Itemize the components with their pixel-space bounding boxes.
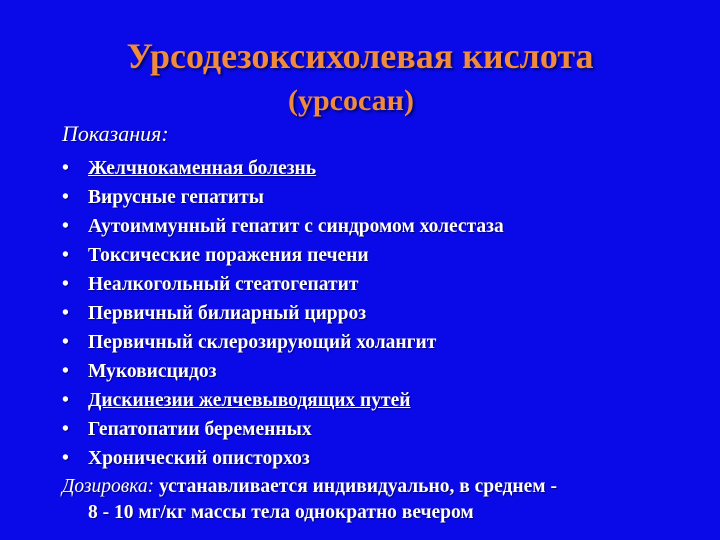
bullet-icon: • (62, 448, 69, 469)
list-item (62, 328, 702, 357)
bullet-icon: • (62, 216, 69, 237)
slide-title: Урсодезоксихолевая кислота (126, 36, 594, 76)
list-item-text: Желчнокаменная болезнь (88, 158, 317, 179)
list-item (62, 357, 702, 386)
slide-subtitle: (урсосан) (288, 84, 414, 117)
list-item (62, 183, 702, 212)
bullet-icon: • (62, 274, 69, 295)
bullet-icon: • (62, 390, 69, 411)
list-item (62, 212, 702, 241)
list-item (62, 415, 702, 444)
bullet-icon: • (62, 332, 69, 353)
bullet-icon: • (62, 187, 69, 208)
list-item-text: Первичный билиарный цирроз (88, 303, 367, 324)
list-item-text: Гепатопатии беременных (88, 419, 312, 440)
bullet-icon: • (62, 361, 69, 382)
bullet-icon: • (62, 158, 69, 179)
list-item (62, 444, 702, 473)
bullet-icon: • (62, 303, 69, 324)
dosage-text-line2: 8 - 10 мг/кг массы тела однократно вечером (88, 502, 474, 523)
indications-label: Показания: (62, 121, 169, 146)
bullet-icon: • (62, 419, 69, 440)
dosage-text-line1: устанавливается индивидуально, в среднем - (154, 476, 557, 497)
list-item-text: Вирусные гепатиты (88, 187, 264, 208)
list-item-text: Муковисцидоз (88, 361, 217, 382)
list-item-text: Дискинезии желчевыводящих путей (88, 390, 411, 411)
dosage-label: Дозировка: (62, 476, 155, 497)
list-item (62, 241, 702, 270)
list-item (62, 270, 702, 299)
list-item-text: Токсические поражения печени (88, 245, 369, 266)
list-item-text: Хронический описторхоз (88, 448, 310, 469)
list-item (62, 299, 702, 328)
dosage-paragraph (62, 474, 702, 526)
list-item-text: Первичный склерозирующий холангит (88, 332, 437, 353)
list-item (62, 386, 702, 415)
bullet-icon: • (62, 245, 69, 266)
list-item-text: Аутоиммунный гепатит с синдромом холестаза (88, 216, 504, 237)
indications-list (62, 154, 702, 473)
list-item-text: Неалкогольный стеатогепатит (88, 274, 359, 295)
list-item (62, 154, 702, 183)
